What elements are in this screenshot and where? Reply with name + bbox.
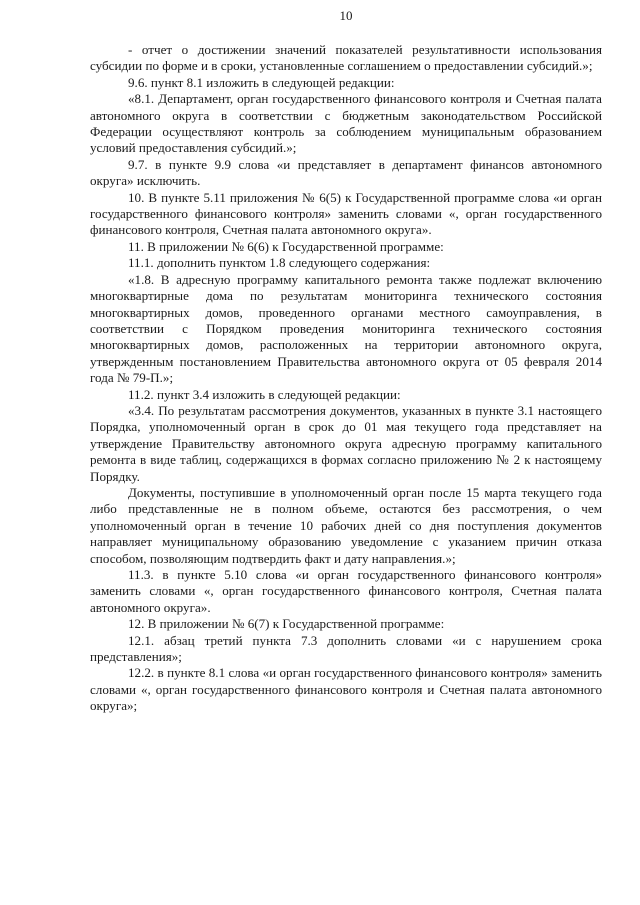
paragraph: 10. В пункте 5.11 приложения № 6(5) к Государственной программе слова «и орган государственного финансового контроля» заменить словами «, орган государственного финансового контроля, Счетная палата автономного округа». bbox=[90, 189, 602, 238]
paragraph: - отчет о достижении значений показателей результативности использования субсидии по форме и в сроки, установленные соглашением о предоставлении субсидий.»; bbox=[90, 42, 602, 74]
paragraph: 11.1. дополнить пунктом 1.8 следующего содержания: bbox=[128, 255, 431, 271]
paragraph: 9.6. пункт 8.1 изложить в следующей редакции: bbox=[128, 74, 395, 90]
paragraph: 11.2. пункт 3.4 изложить в следующей редакции: bbox=[128, 386, 401, 402]
document-body bbox=[90, 42, 602, 715]
paragraph: 9.7. в пункте 9.9 слова «и представляет в департамент финансов автономного округа» исключить. bbox=[90, 156, 602, 189]
paragraph: 12. В приложении № 6(7) к Государственной программе: bbox=[128, 616, 445, 632]
paragraph: Документы, поступившие в уполномоченный орган после 15 марта текущего года либо представленные не в полном объеме, остаются без рассмотрения, о чем уполномоченный орган в течение 10 рабочих дней со дня поступления документов направляет муниципальному образованию уведомление с указанием причин отказа способом, позволяющим подтвердить факт и дату направления.»; bbox=[90, 484, 602, 566]
paragraph: 11. В приложении № 6(6) к Государственной программе: bbox=[128, 238, 444, 254]
paragraph: 12.2. в пункте 8.1 слова «и орган государственного финансового контроля» заменить словами «, орган государственного финансового контроля и Счетная палата автономного округа»; bbox=[90, 665, 602, 714]
page-number: 10 bbox=[339, 8, 353, 23]
paragraph: «8.1. Департамент, орган государственного финансового контроля и Счетная палата автономного округа в соответствии с бюджетным законодательством Российской Федерации осуществляют контроль за соблюдением муниципальным образованием условий предоставления субсидий.»; bbox=[90, 91, 602, 156]
paragraph: 12.1. абзац третий пункта 7.3 дополнить словами «и с нарушением срока представления»; bbox=[90, 632, 602, 665]
paragraph: «1.8. В адресную программу капитального ремонта также подлежат включению многоквартирные дома по результатам мониторинга технического состояния многоквартирных домов, проведенного органами местного самоуправления, в соответствии с Порядком проведения мониторинга технического состояния многоквартирных домов, расположенных на территории автономного округа, утвержденным постановлением Правительства автономного округа от 05 февраля 2014 года № 79-П.»; bbox=[90, 271, 602, 386]
paragraph: 11.3. в пункте 5.10 слова «и орган государственного финансового контроля» заменить словами «, орган государственного финансового контроля, Счетная палата автономного округа». bbox=[90, 567, 602, 615]
paragraph: «3.4. По результатам рассмотрения документов, указанных в пункте 3.1 настоящего Порядка, уполномоченный орган в срок до 01 мая текущего года представляет на утверждение Правительству автономного округа адресную программу капитального ремонта в виде таблиц, содержащихся в формах согласно приложению № 2 к настоящему Порядку. bbox=[90, 402, 602, 484]
